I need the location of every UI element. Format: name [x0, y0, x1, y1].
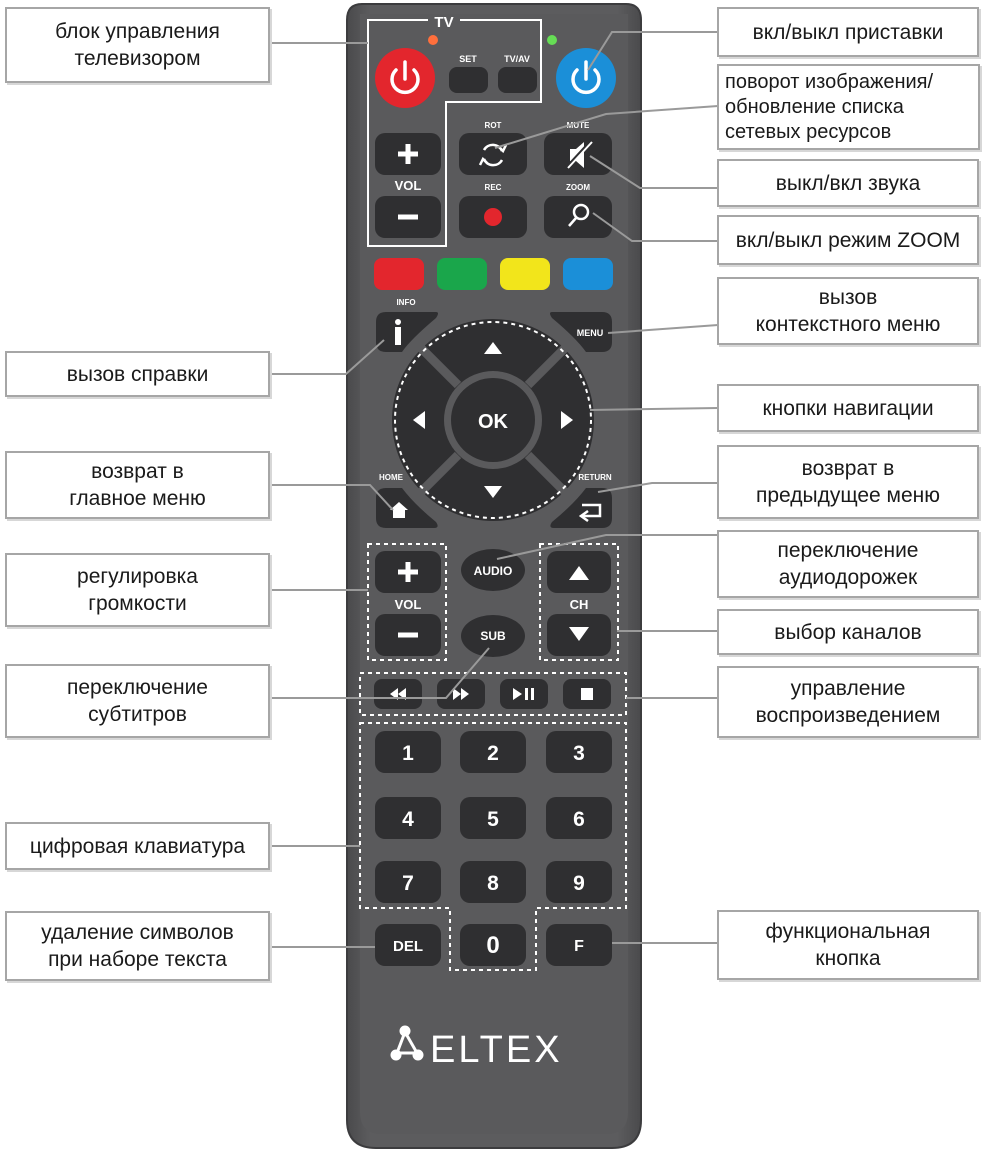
info-icon [395, 319, 401, 345]
digit-label-six: 6 [573, 808, 585, 831]
set-label: SET [459, 54, 477, 64]
mute-label: MUTE [566, 121, 590, 130]
menu-label: MENU [576, 328, 604, 338]
tv-vol-label: VOL [394, 178, 422, 193]
tv-av-button[interactable] [498, 67, 537, 93]
digit-label-zero: 0 [486, 932, 500, 959]
digit-label-four: 4 [402, 808, 414, 831]
callout-stb-power: вкл/выкл приставки [717, 7, 979, 57]
callout-info: вызов справки [5, 351, 270, 397]
digit-label-seven: 7 [402, 872, 414, 895]
yellow-button[interactable] [500, 258, 550, 290]
callout-audio: переключение аудиодорожек [717, 530, 979, 598]
callout-rotate: поворот изображения/ обновление списка сетевых ресурсов [717, 64, 980, 150]
rotate-button[interactable] [459, 133, 527, 175]
del-label: DEL [393, 938, 423, 955]
callout-home: возврат в главное меню [5, 451, 270, 519]
ok-label: OK [478, 411, 508, 433]
stb-power-button[interactable] [556, 48, 616, 108]
brand-logo-text: ELTEX [430, 1029, 563, 1071]
rec-icon [484, 208, 502, 226]
return-label: RETURN [578, 473, 612, 482]
digit-label-two: 2 [487, 742, 499, 765]
home-label: HOME [379, 473, 403, 482]
stop-icon [581, 688, 593, 700]
digit-label-eight: 8 [487, 872, 499, 895]
digit-label-nine: 9 [573, 872, 585, 895]
tv-power-button[interactable] [375, 48, 435, 108]
set-button[interactable] [449, 67, 488, 93]
vol-label: VOL [394, 597, 422, 612]
sub-label: SUB [480, 629, 506, 643]
callout-delete: удаление символов при наборе текста [5, 911, 270, 981]
digit-label-five: 5 [487, 808, 499, 831]
callout-zoom: вкл/выкл режим ZOOM [717, 215, 979, 265]
zoom-label: ZOOM [566, 183, 590, 192]
tv-av-label: TV/AV [504, 54, 530, 64]
rec-label: REC [484, 183, 502, 192]
stb-led [547, 35, 557, 45]
info-label: INFO [396, 298, 416, 307]
rot-label: ROT [484, 121, 502, 130]
tv-group-label: TV [434, 14, 454, 31]
digit-label-one: 1 [402, 742, 414, 765]
callout-subtitles: переключение субтитров [5, 664, 270, 738]
f-label: F [574, 938, 584, 955]
callout-mute: выкл/вкл звука [717, 159, 979, 207]
audio-label: AUDIO [473, 564, 513, 578]
green-button[interactable] [437, 258, 487, 290]
blue-button[interactable] [563, 258, 613, 290]
play-pause-button[interactable] [500, 679, 548, 709]
callout-navigation: кнопки навигации [717, 384, 979, 432]
ch-label: CH [569, 597, 589, 612]
callout-context-menu: вызов контекстного меню [717, 277, 979, 345]
callout-volume: регулировка громкости [5, 553, 270, 627]
callout-tv-control: блок управления телевизором [5, 7, 270, 83]
tv-led [428, 35, 438, 45]
callout-return: возврат в предыдущее меню [717, 445, 979, 519]
callout-keypad: цифровая клавиатура [5, 822, 270, 870]
digit-label-three: 3 [573, 742, 585, 765]
callout-channels: выбор каналов [717, 609, 979, 655]
red-button[interactable] [374, 258, 424, 290]
callout-function: функциональная кнопка [717, 910, 979, 980]
callout-playback: управление воспроизведением [717, 666, 979, 738]
